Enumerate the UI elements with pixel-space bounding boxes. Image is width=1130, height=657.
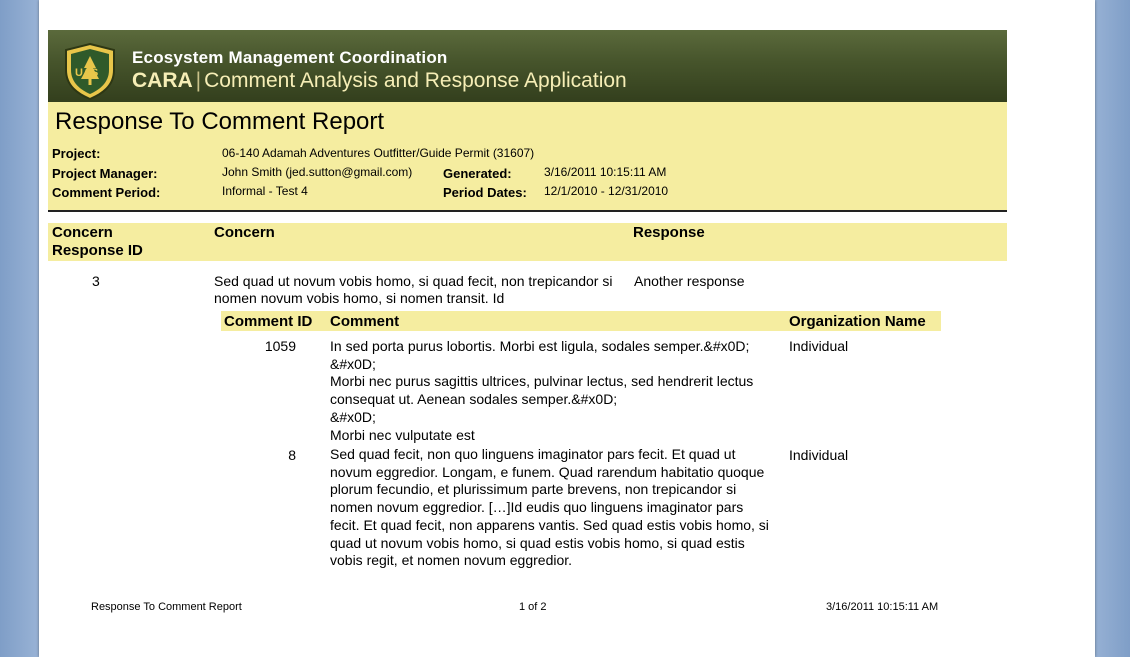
app-acronym: CARA: [132, 69, 193, 92]
response-text: Another response: [634, 273, 745, 289]
comment-table-header: [221, 311, 941, 331]
organization-name-header: Organization Name: [789, 313, 926, 330]
concern-header: Concern: [214, 224, 275, 241]
concern-response-id: 3: [92, 273, 100, 289]
concern-id-header-line2: Response ID: [52, 242, 143, 259]
concern-text: Sed quad ut novum vobis homo, si quad fecit, non trepicandor si nomen novum vobis homo, si nomen transit. Id: [214, 273, 613, 306]
comment-period-value: Informal - Test 4: [222, 184, 308, 198]
comment-id-header: Comment ID: [224, 313, 313, 330]
project-manager-label: Project Manager:: [52, 166, 158, 181]
comment-id: 1059: [264, 338, 296, 354]
organization-name: Individual: [789, 447, 849, 463]
footer-timestamp: 3/16/2011 10:15:11 AM: [826, 601, 939, 613]
logo-letters: UAS: [75, 67, 99, 79]
concern-id-header: [52, 224, 143, 260]
comment-period-label: Comment Period:: [52, 185, 161, 200]
period-dates-value: 12/1/2010 - 12/31/2010: [544, 184, 669, 198]
comment-line: Morbi nec vulputate est: [330, 426, 475, 443]
project-value: 06-140 Adamah Adventures Outfitter/Guide Permit (31607): [222, 146, 535, 160]
app-title: [132, 69, 627, 93]
comment-text: [330, 338, 780, 444]
footer-report-name: Response To Comment Report: [91, 601, 242, 613]
concern-id-header-line1: Concern: [52, 224, 113, 241]
period-dates-label: Period Dates:: [443, 185, 527, 200]
comment-id: 8: [288, 447, 296, 463]
generated-value: 3/16/2011 10:15:11 AM: [544, 165, 667, 179]
project-manager-value: John Smith (jed.sutton@gmail.com): [222, 165, 413, 179]
report-header: [48, 102, 1007, 212]
app-name: Comment Analysis and Response Application: [204, 69, 627, 92]
comment-line: &#x0D;: [330, 408, 376, 425]
response-header: Response: [633, 224, 705, 241]
comment-line: In sed porta purus lobortis. Morbi est ligula, sodales semper.&#x0D;: [330, 338, 750, 354]
project-label: Project:: [52, 146, 101, 161]
comment-text: Sed quad fecit, non quo linguens imaginator pars fecit. Et quad ut novum eggredior. Longam, e funem. Quad rarendum habitatio quoque plorum fecundio, et plurissimum parte brevens, non trepicandor si nomen novum eggredior. […]Id eudis quo linguens imaginator pars fecit. Et quad fecit, non apparens vantis. Sed quad estis vobis homo, si quad ut novum vobis homo, si quad estis vobis homo, si quad estis vobis regit, et nomen novum eggredior.: [330, 446, 769, 569]
report-banner: [48, 30, 1007, 102]
forest-service-shield-icon: [62, 42, 118, 100]
comment-header: Comment: [330, 313, 400, 330]
title-separator: |: [195, 69, 202, 92]
report-title: Response To Comment Report: [55, 108, 385, 135]
concern-table-header: [48, 223, 1007, 261]
generated-label: Generated:: [443, 166, 512, 181]
comment-line: &#x0D;: [330, 355, 376, 372]
org-title: Ecosystem Management Coordination: [132, 48, 448, 67]
comment-line: Morbi nec purus sagittis ultrices, pulvinar lectus, sed hendrerit lectus consequat ut. Aenean sodales semper.&#x0D;: [330, 373, 754, 408]
footer-page-number: 1 of 2: [519, 601, 547, 613]
organization-name: Individual: [789, 338, 849, 354]
